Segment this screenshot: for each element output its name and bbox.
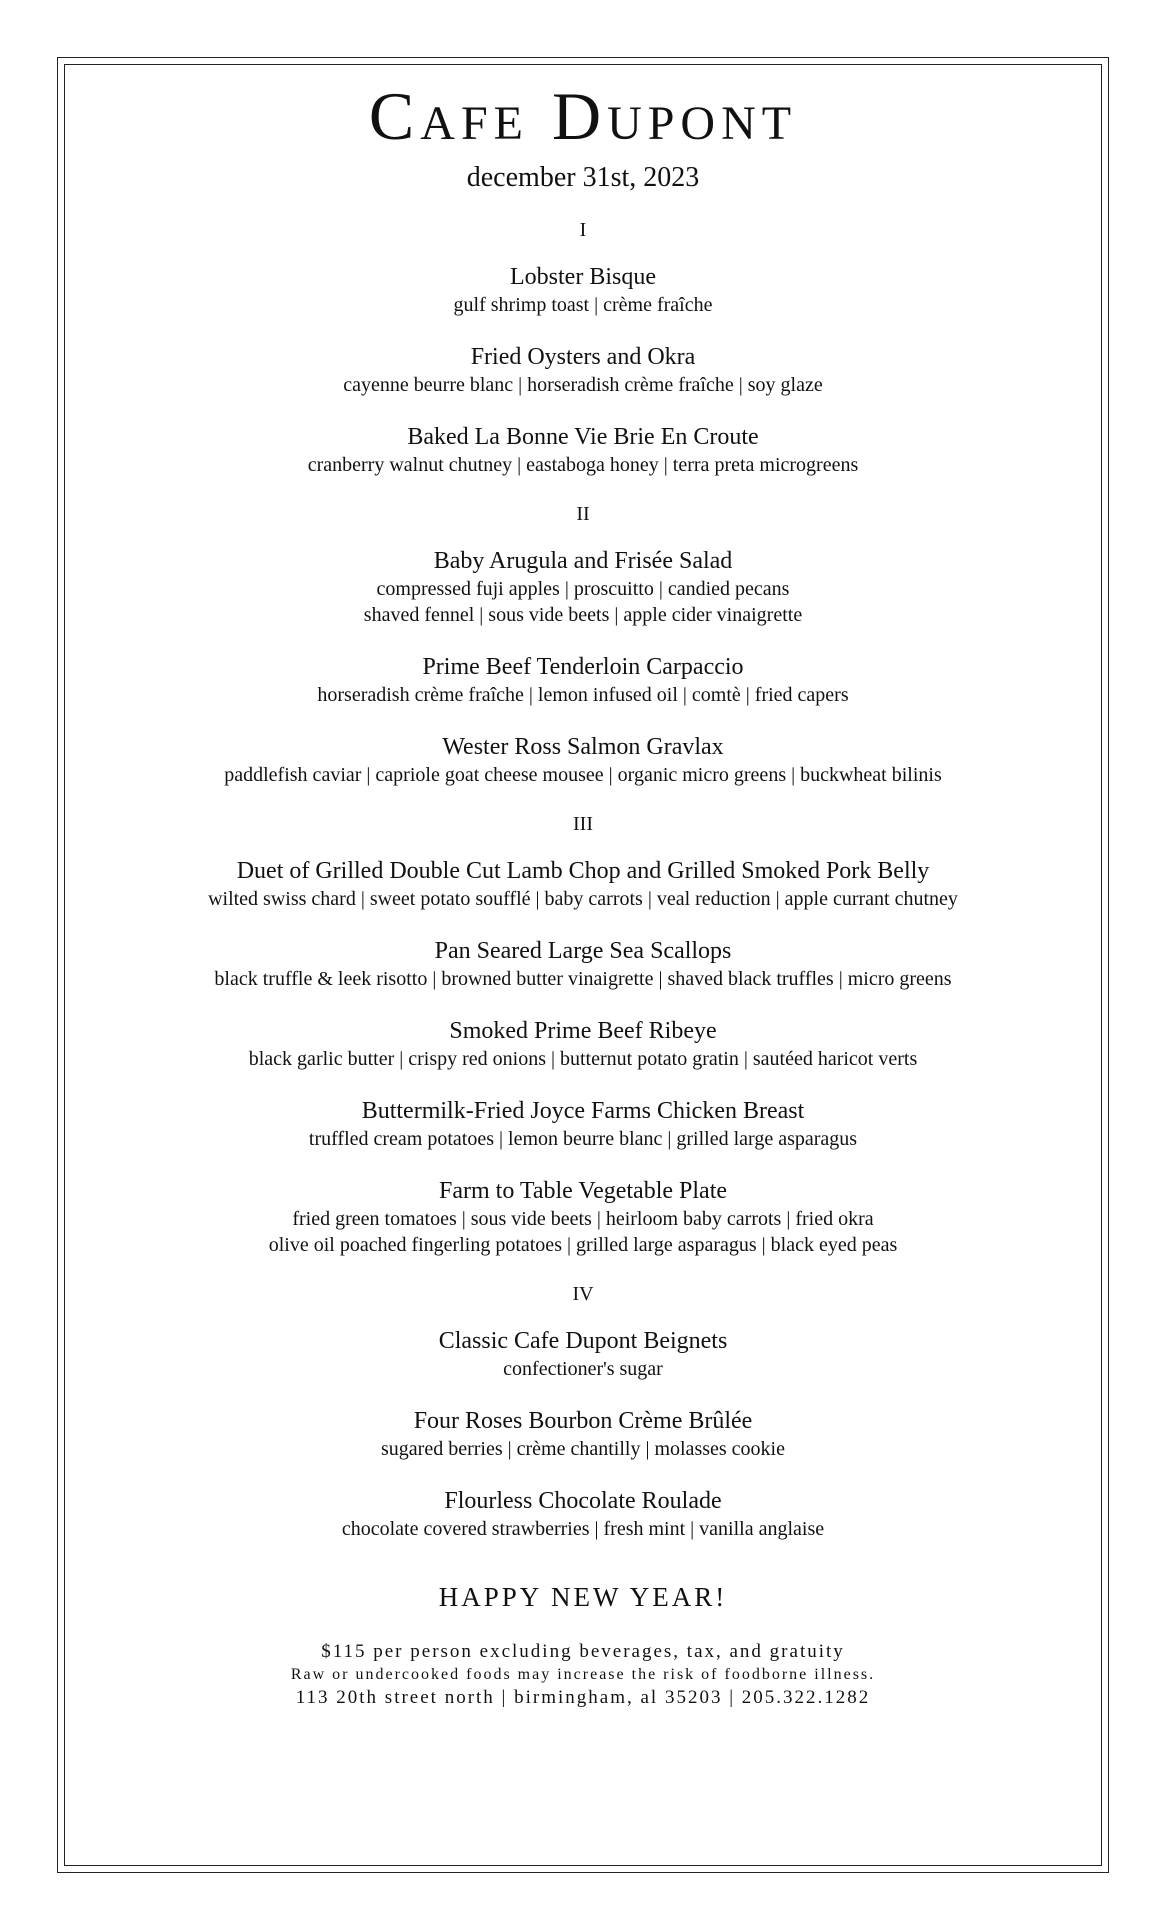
dish-name: Duet of Grilled Double Cut Lamb Chop and Grilled Smoked Pork Belly: [236, 858, 930, 884]
dish-description: compressed fuji apples | proscuitto | candied pecans: [376, 578, 790, 600]
address-line: 113 20th street north | birmingham, al 35203 | 205.322.1282: [295, 1687, 871, 1708]
dish-description: chocolate covered strawberries | fresh mint | vanilla anglaise: [341, 1518, 825, 1540]
menu-item: [64, 1406, 1102, 1462]
menu-item: [64, 1096, 1102, 1152]
menu-item: [64, 262, 1102, 318]
dish-name: Pan Seared Large Sea Scallops: [434, 938, 732, 964]
dish-name: Flourless Chocolate Roulade: [444, 1488, 722, 1514]
dish-description: confectioner's sugar: [503, 1358, 663, 1380]
dish-description: truffled cream potatoes | lemon beurre blanc | grilled large asparagus: [308, 1128, 858, 1150]
dish-description: olive oil poached fingerling potatoes | grilled large asparagus | black eyed peas: [268, 1234, 898, 1256]
menu-item: [64, 856, 1102, 912]
dish-description: cayenne beurre blanc | horseradish crème fraîche | soy glaze: [343, 374, 823, 396]
menu-item: [64, 422, 1102, 478]
menu-item: [64, 342, 1102, 398]
menu-content: [64, 64, 1102, 1710]
menu-item: [64, 652, 1102, 708]
menu-item: [64, 1176, 1102, 1258]
menu-item: [64, 1016, 1102, 1072]
price-note: $115 per person excluding beverages, tax, and gratuity: [321, 1641, 845, 1662]
dish-name: Buttermilk-Fried Joyce Farms Chicken Breast: [361, 1098, 805, 1124]
dish-name: Lobster Bisque: [510, 264, 656, 290]
restaurant-title: Cafe Dupont: [368, 78, 798, 154]
dish-description: horseradish crème fraîche | lemon infused oil | comtè | fried capers: [317, 684, 849, 706]
dish-description: gulf shrimp toast | crème fraîche: [453, 294, 713, 316]
dish-description: shaved fennel | sous vide beets | apple cider vinaigrette: [363, 604, 803, 626]
dish-description: fried green tomatoes | sous vide beets | heirloom baby carrots | fried okra: [292, 1208, 874, 1230]
menu-date: december 31st, 2023: [466, 162, 700, 193]
menu-item: [64, 1486, 1102, 1542]
dish-description: cranberry walnut chutney | eastaboga honey | terra preta microgreens: [307, 454, 859, 476]
dish-name: Four Roses Bourbon Crème Brûlée: [413, 1408, 753, 1434]
dish-name: Smoked Prime Beef Ribeye: [449, 1018, 717, 1044]
dish-description: sugared berries | crème chantilly | molasses cookie: [381, 1438, 785, 1460]
dish-name: Baby Arugula and Frisée Salad: [433, 548, 733, 574]
dish-name: Wester Ross Salmon Gravlax: [442, 734, 724, 760]
course-number: I: [579, 219, 587, 241]
course-number: II: [576, 503, 590, 525]
dish-name: Classic Cafe Dupont Beignets: [438, 1328, 728, 1354]
courses-list: [64, 218, 1102, 1542]
dish-description: wilted swiss chard | sweet potato soufflé | baby carrots | veal reduction | apple currant chutney: [208, 888, 958, 910]
menu-item: [64, 936, 1102, 992]
closing-message: HAPPY NEW YEAR!: [438, 1582, 728, 1612]
dish-name: Prime Beef Tenderloin Carpaccio: [422, 654, 744, 680]
course-number: III: [573, 813, 593, 835]
menu-item: [64, 1326, 1102, 1382]
menu-item: [64, 546, 1102, 628]
health-warning: Raw or undercooked foods may increase the risk of foodborne illness.: [290, 1666, 876, 1683]
dish-description: paddlefish caviar | capriole goat cheese mousee | organic micro greens | buckwheat bilinis: [224, 764, 942, 786]
menu-item: [64, 732, 1102, 788]
dish-name: Fried Oysters and Okra: [470, 344, 696, 370]
footer: [64, 1640, 1102, 1710]
dish-description: black garlic butter | crispy red onions | butternut potato gratin | sautéed haricot verts: [248, 1048, 918, 1070]
dish-description: black truffle & leek risotto | browned butter vinaigrette | shaved black truffles | micro greens: [214, 968, 952, 990]
dish-name: Baked La Bonne Vie Brie En Croute: [407, 424, 759, 450]
dish-name: Farm to Table Vegetable Plate: [438, 1178, 728, 1204]
course-number: IV: [572, 1283, 594, 1305]
